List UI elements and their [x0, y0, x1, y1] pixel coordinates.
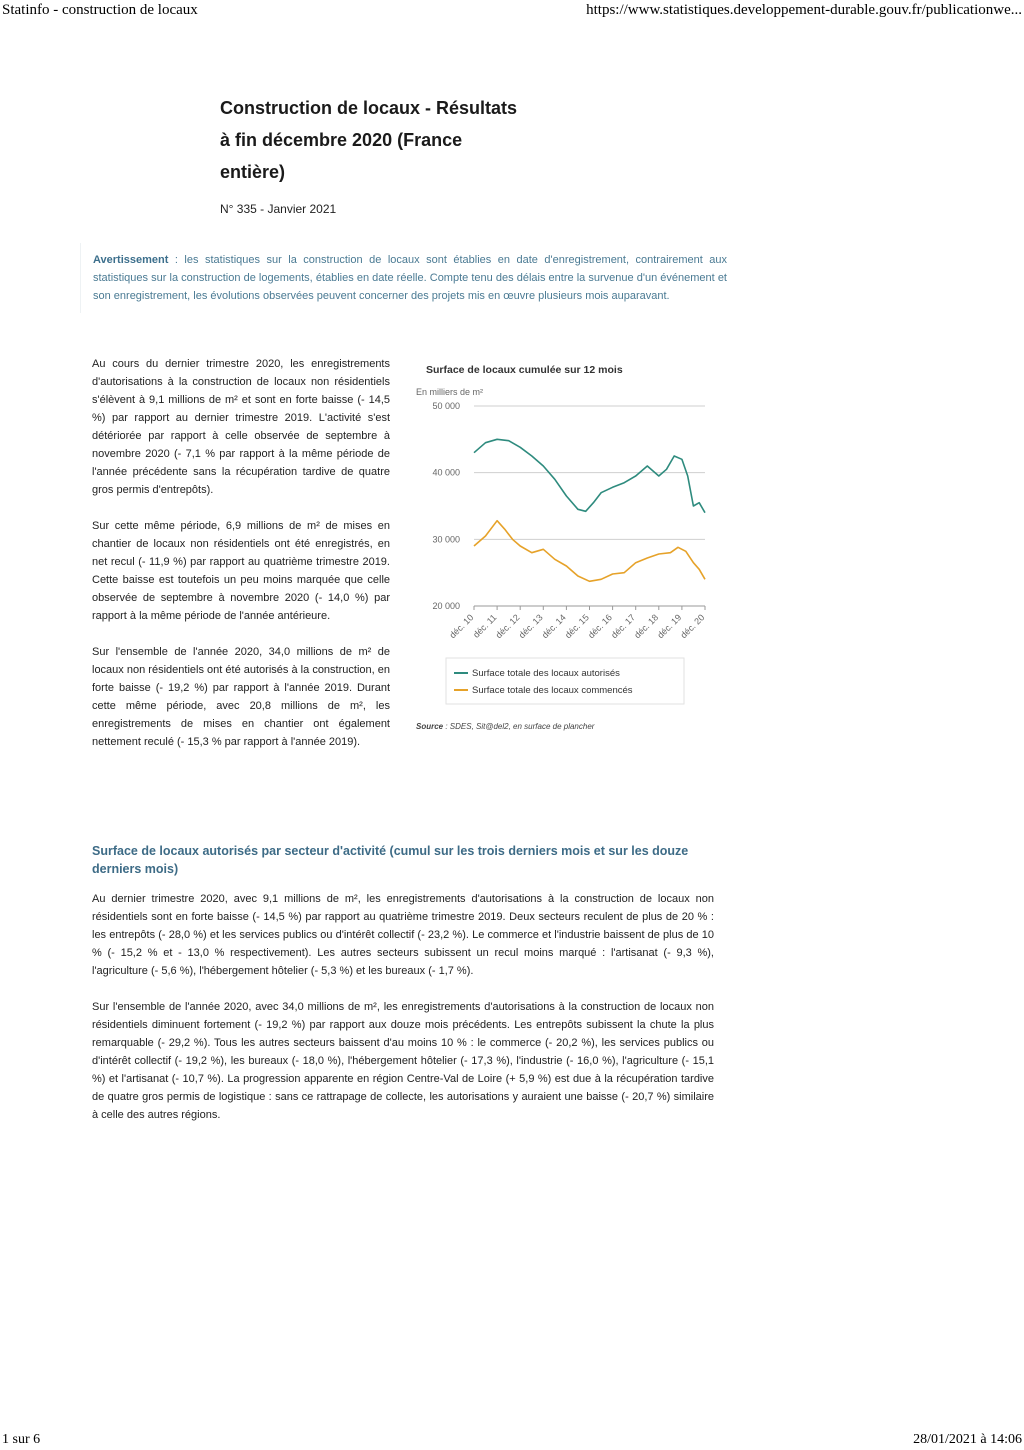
chart-x-tick-label: déc. 12: [493, 612, 522, 641]
chart-x-tick-label: déc. 15: [562, 612, 591, 641]
surface-chart: [410, 358, 720, 738]
paragraph-sectors-q4: Au dernier trimestre 2020, avec 9,1 millions de m², les enregistrements d'autorisations à la construction de locaux non résidentiels sont en forte baisse (- 14,5 %) par rapport au quatrième trimestre 2019. Deux secteurs reculent de plus de 20 % : les entrepôts (- 28,0 %) et les services publics ou d'intérêt collectif (- 23,2 %). Le commerce et l'industrie baissent de plus de 10 % (- 15,2 % et - 13,0 % respectivement). Les autres secteurs subissent un recul moins marqué : l'artisanat (- 9,3 %), l'agriculture (- 5,6 %), l'hébergement hôtelier (- 5,3 %) et les bureaux (- 1,7 %).: [92, 893, 714, 977]
chart-y-ticks: [432, 401, 460, 611]
chart-x-tick-label: déc. 20: [678, 612, 707, 641]
chart-y-axis-label: En milliers de m²: [416, 387, 484, 397]
chart-source-label: Source: [416, 722, 444, 731]
surface-chart-svg: [410, 358, 720, 738]
left-column-text: [92, 355, 390, 769]
print-url: https://www.statistiques.developpement-durable.gouv.fr/publicationwe...: [586, 2, 1022, 18]
warning-text: : les statistiques sur la construction de locaux sont établies en date d'enregistrement, contrairement aux statistiques sur la construction de logements, établies en date réelle. Compte tenu des délais entre la survenue d'un événement et son enregistrement, les évolutions observées peuvent concerner des projets mis en œuvre plusieurs mois auparavant.: [93, 254, 727, 302]
chart-y-tick-label: 20 000: [432, 601, 460, 611]
page-title: [220, 92, 540, 188]
legend-frame: [446, 658, 684, 704]
chart-x-tick-label: déc. 17: [609, 612, 638, 641]
paragraph-sectors-year: Sur l'ensemble de l'année 2020, avec 34,0 millions de m², les enregistrements d'autorisations à la construction de locaux non résidentiels diminuent fortement (- 19,2 %) par rapport aux douze mois précédents. Les entrepôts subissent la chute la plus remarquable (- 29,2 %). Tous les autres secteurs baissent d'au moins 10 % : le commerce (- 20,2 %), les services publics ou d'intérêt collectif (- 19,2 %), les bureaux (- 18,0 %), l'hébergement hôtelier (- 17,3 %), l'industrie (- 16,0 %), l'agriculture (- 15,1 %) et l'artisanat (- 10,7 %). La progression apparente en région Centre-Val de Loire (+ 5,9 %) est due à la récupération tardive de quatre gros permis de logistique : sans ce rattrapage de collecte, les autorisations y auraient une baisse (- 20,7 %) similaire à celle des autres régions.: [92, 1001, 714, 1121]
chart-x-tick-label: déc. 16: [586, 612, 615, 641]
legend-label-started: Surface totale des locaux commencés: [472, 685, 633, 696]
chart-x-tick-label: déc. 19: [655, 612, 684, 641]
chart-x-tick-label: déc. 13: [516, 612, 545, 641]
section-title: Surface de locaux autorisés par secteur d'activité (cumul sur les trois derniers mois et sur les douze derniers mois): [92, 844, 689, 876]
series-line-started: [474, 521, 705, 582]
page-title-line-3: entière): [220, 162, 286, 182]
page-title-line-2: à fin décembre 2020 (France: [220, 130, 463, 150]
chart-source-text: : SDES, Sit@del2, en surface de plancher: [443, 722, 595, 731]
print-page-title: Statinfo - construction de locaux: [2, 2, 198, 18]
chart-x-tick-label: déc. 11: [471, 612, 499, 640]
print-page-count: 1 sur 6: [2, 1432, 41, 1447]
sector-analysis-text: [92, 890, 714, 1142]
print-datetime: 28/01/2021 à 14:06: [913, 1432, 1022, 1447]
series-line-authorized: [474, 439, 705, 512]
issue-number: N° 335 - Janvier 2021: [220, 202, 337, 216]
chart-y-tick-label: 40 000: [432, 467, 460, 478]
chart-x-tick-label: déc. 14: [539, 612, 568, 641]
warning-label: Avertissement: [93, 254, 169, 266]
print-header: [0, 2, 1024, 24]
print-footer: [0, 1428, 1024, 1448]
chart-source: [416, 722, 595, 731]
chart-y-tick-label: 30 000: [432, 534, 460, 545]
paragraph-starts-q4: Sur cette même période, 6,9 millions de m² de mises en chantier de locaux non résidentiels ont été enregistrés, en net recul (- 11,9 %) par rapport au quatrième trimestre 2019. Cette baisse est toutefois un peu moins marquée que celle observée de septembre à novembre 2020 (- 14,0 %) par rapport à la même période de l'année antérieure.: [92, 520, 390, 622]
chart-series: [474, 439, 705, 581]
page-title-line-1: Construction de locaux - Résultats: [220, 98, 518, 118]
legend-label-authorized: Surface totale des locaux autorisés: [472, 668, 620, 679]
chart-title: Surface de locaux cumulée sur 12 mois: [426, 364, 623, 376]
warning-box: [80, 243, 727, 313]
chart-legend: [446, 658, 684, 704]
paragraph-authorizations-q4: Au cours du dernier trimestre 2020, les enregistrements d'autorisations à la construction de locaux non résidentiels s'élèvent à 9,1 millions de m² et sont en forte baisse (- 14,5 %) par rapport au dernier trimestre 2019. L'activité s'est détériorée par rapport à celle observée de septembre à novembre 2020 (- 7,1 % par rapport à la même période de l'année précédente sans la récupération tardive de quatre gros permis d'entrepôts).: [92, 358, 390, 496]
paragraph-year-2020: Sur l'ensemble de l'année 2020, 34,0 millions de m² de locaux non résidentiels ont été autorisés à la construction, en forte baisse (- 19,2 %) par rapport à l'année 2019. Durant cette même période, avec 20,8 millions de m², les enregistrements de mises en chantier ont également nettement reculé (- 15,3 % par rapport à l'année 2019).: [92, 646, 390, 748]
chart-x-ticks: [447, 606, 706, 640]
chart-y-tick-label: 50 000: [432, 401, 460, 411]
chart-x-tick-label: déc. 18: [632, 612, 661, 641]
chart-x-tick-label: déc. 10: [447, 612, 476, 641]
